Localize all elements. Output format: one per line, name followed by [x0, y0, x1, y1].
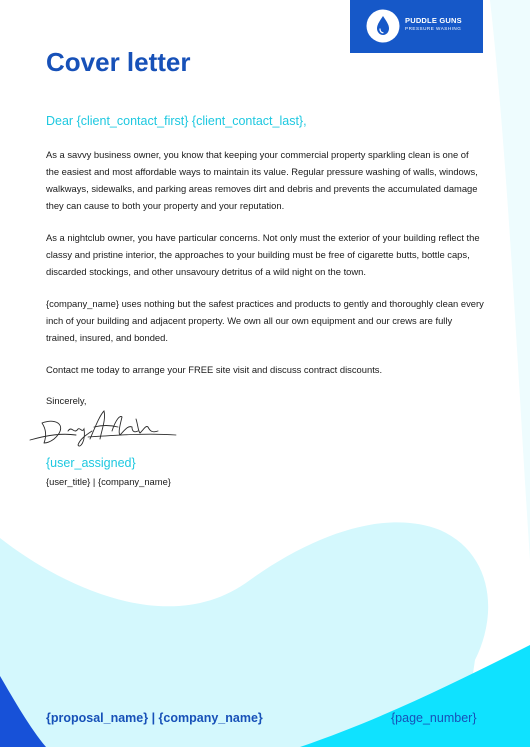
water-drop-icon [366, 9, 400, 43]
logo-tagline: PRESSURE WASHING [405, 26, 462, 31]
right-edge-curve [490, 0, 530, 560]
page-title: Cover letter [46, 47, 191, 77]
footer-proposal-company: {proposal_name} | {company_name} [46, 711, 263, 725]
paragraph-company: {company_name} uses nothing but the safest practices and products to gently and thoroughly clean every inch of your building and adjacent property. We own all our own equipment and our crews are fully trained, insured, and bonded. [46, 298, 484, 343]
paragraph-nightclub: As a nightclub owner, you have particular concerns. Not only must the exterior of your building reflect the classy and pristine interior, the approaches to your building must be free of cigarette butts, bottle caps, discarded stockings, and other unsavoury detritus of a wild night on the town. [46, 232, 480, 277]
company-logo [350, 0, 483, 53]
closing-sincerely: Sincerely, [46, 395, 87, 406]
paragraph-intro: As a savvy business owner, you know that keeping your commercial property sparkling clean is one of the easiest and most affordable ways to maintain its value. Regular pressure washing of walls, windows, walkways, sidewalks, and parking areas removes dirt and debris and prevents the accumulated damage they can cause to both your property and your reputation. [46, 149, 478, 211]
paragraph-contact: Contact me today to arrange your FREE site visit and discuss contract discounts. [46, 364, 383, 375]
salutation: Dear {client_contact_first} {client_contact_last}, [46, 114, 307, 128]
user-assigned: {user_assigned} [46, 456, 136, 470]
handwritten-signature [28, 405, 178, 451]
logo-name: PUDDLE GUNS [405, 16, 462, 25]
footer-page-number: {page_number} [391, 711, 477, 725]
user-title-company: {user_title} | {company_name} [46, 476, 171, 487]
